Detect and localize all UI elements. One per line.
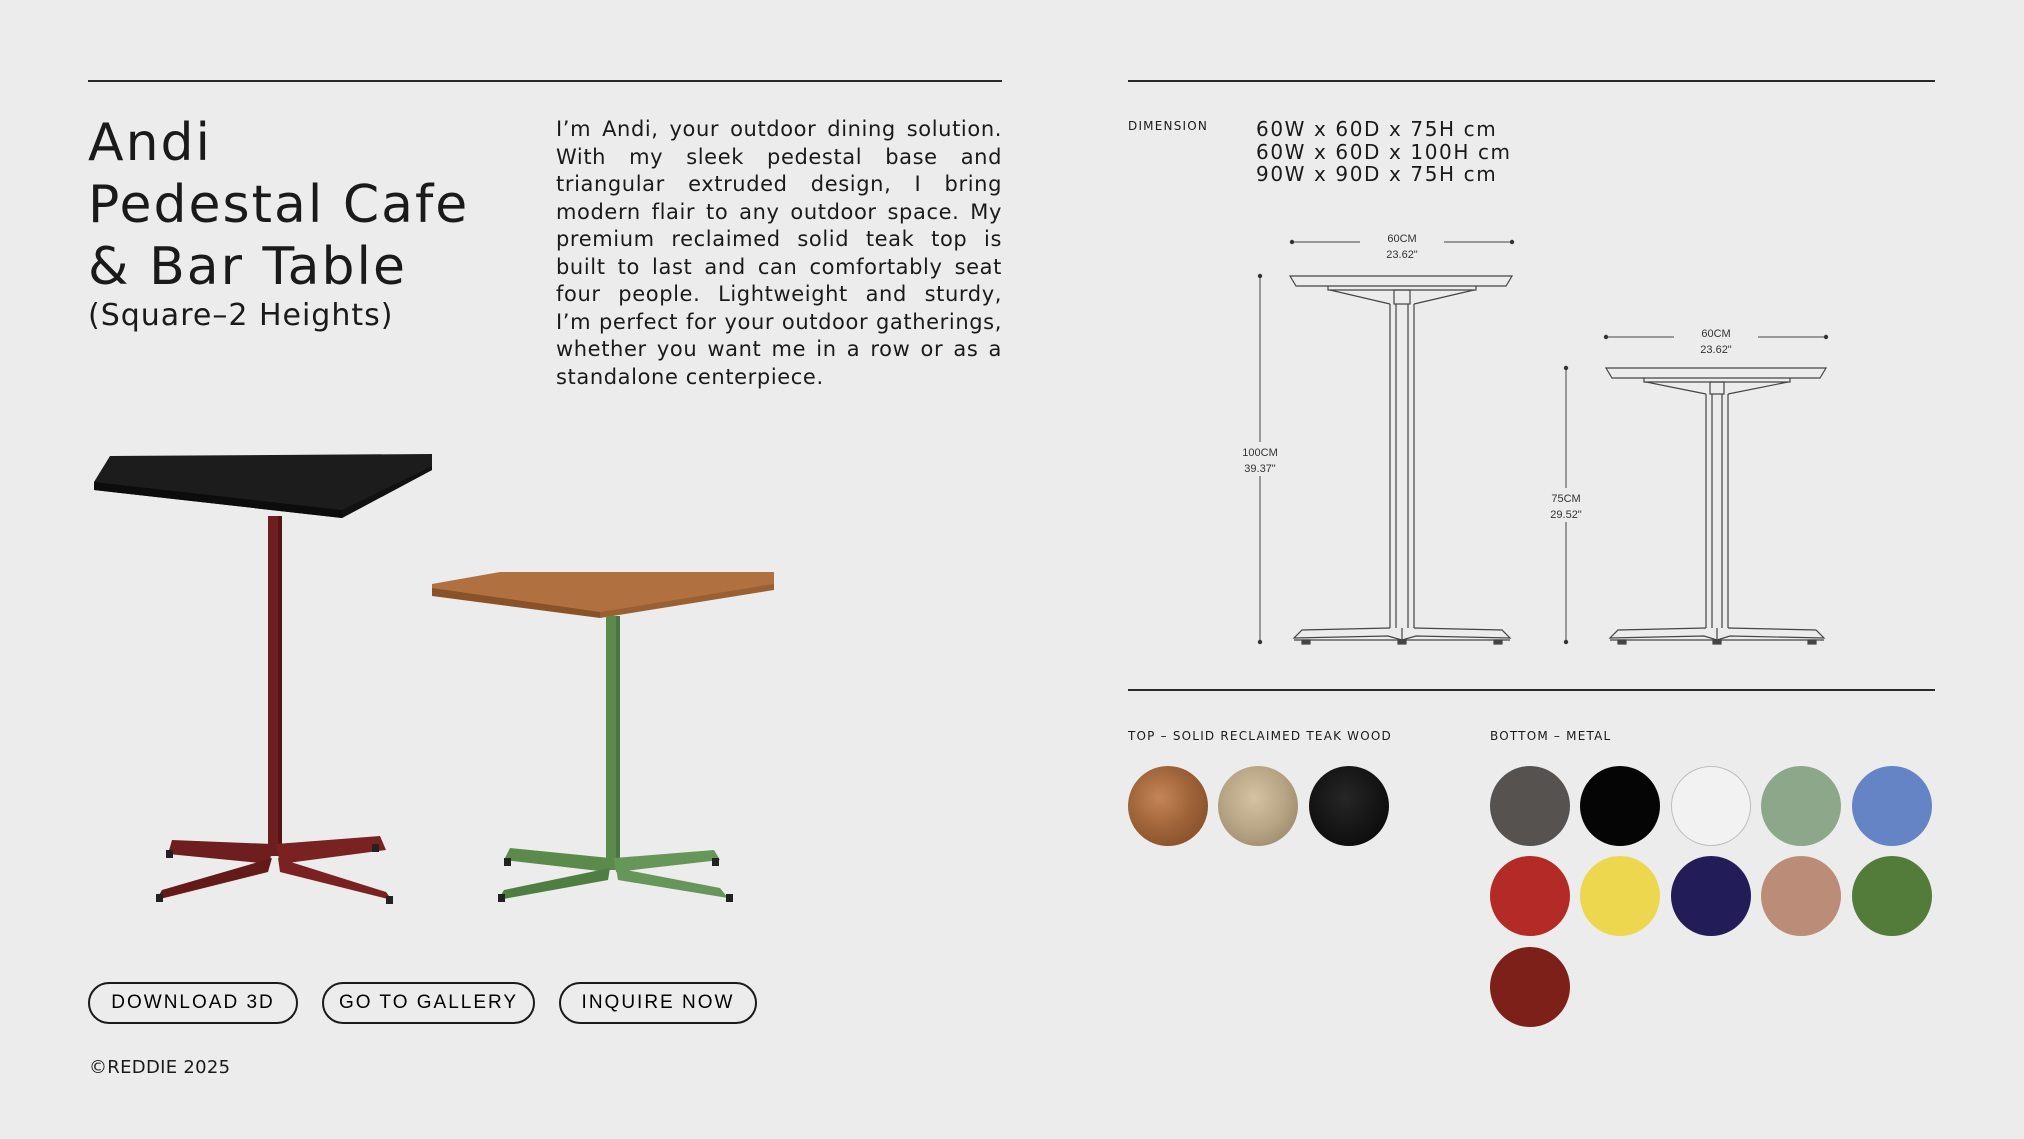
product-subtitle: (Square–2 Heights) bbox=[88, 298, 394, 333]
short-table-illustration bbox=[432, 572, 774, 902]
short-height-cm: 75CM bbox=[1551, 493, 1581, 505]
bottom-swatch-green[interactable] bbox=[1852, 856, 1932, 936]
product-title bbox=[88, 112, 469, 298]
dimension-list bbox=[1256, 118, 1512, 186]
bottom-swatch-red[interactable] bbox=[1490, 856, 1570, 936]
title-line-2: Pedestal Cafe bbox=[88, 175, 470, 235]
top-swatch-black-teak[interactable] bbox=[1309, 766, 1389, 846]
bottom-swatch-white[interactable] bbox=[1671, 766, 1751, 846]
bottom-finish-label: BOTTOM – METAL bbox=[1490, 729, 1612, 743]
dimension-label: DIMENSION bbox=[1128, 119, 1209, 133]
top-rule-left bbox=[88, 80, 1002, 82]
bottom-swatch-oxblood[interactable] bbox=[1490, 947, 1570, 1027]
dimension-item: 60W x 60D x 100H cm bbox=[1256, 139, 1512, 164]
title-line-1: Andi bbox=[88, 113, 212, 173]
short-width-in: 23.62" bbox=[1700, 344, 1732, 356]
short-table-drawing bbox=[1544, 323, 1828, 644]
bottom-swatch-yellow[interactable] bbox=[1580, 856, 1660, 936]
mid-rule-right bbox=[1128, 689, 1935, 691]
short-width-cm: 60CM bbox=[1701, 328, 1731, 340]
top-swatch-weathered-teak[interactable] bbox=[1218, 766, 1298, 846]
product-image bbox=[80, 440, 800, 920]
bottom-swatch-sage[interactable] bbox=[1761, 766, 1841, 846]
copyright: ©REDDIE 2025 bbox=[89, 1057, 231, 1078]
dimension-item: 90W x 90D x 75H cm bbox=[1256, 162, 1498, 186]
short-height-in: 29.52" bbox=[1550, 509, 1582, 521]
product-description: I’m Andi, your outdoor dining solution. With my sleek pedestal base and triangular extruded design, I bring modern flair to any outdoor space. My premium reclaimed solid teak top is built to last and can comfortably seat four people. Lightweight and sturdy, I’m perfect for your outdoor gatherings, whether you want me in a row or as a standalone centerpiece. bbox=[556, 117, 1002, 389]
tall-table-illustration bbox=[94, 454, 432, 904]
dimension-drawing bbox=[1230, 220, 1870, 660]
bottom-swatch-charcoal[interactable] bbox=[1490, 766, 1570, 846]
dimension-item: 60W x 60D x 75H cm bbox=[1256, 117, 1498, 141]
top-swatch-natural-teak[interactable] bbox=[1128, 766, 1208, 846]
download-3d-button[interactable]: DOWNLOAD 3D bbox=[88, 982, 298, 1024]
bottom-swatch-navy[interactable] bbox=[1671, 856, 1751, 936]
inquire-now-button[interactable]: INQUIRE NOW bbox=[559, 982, 757, 1024]
tall-height-in: 39.37" bbox=[1244, 463, 1276, 475]
bottom-swatch-black[interactable] bbox=[1580, 766, 1660, 846]
top-finish-label: TOP – SOLID RECLAIMED TEAK WOOD bbox=[1128, 729, 1392, 743]
go-to-gallery-button[interactable]: GO TO GALLERY bbox=[322, 982, 535, 1024]
bottom-swatch-cornflower-blue[interactable] bbox=[1852, 766, 1932, 846]
tall-height-cm: 100CM bbox=[1242, 447, 1278, 459]
bottom-swatch-blush[interactable] bbox=[1761, 856, 1841, 936]
tall-width-cm: 60CM bbox=[1387, 233, 1417, 245]
top-rule-right bbox=[1128, 80, 1935, 82]
tall-table-drawing bbox=[1238, 228, 1514, 644]
title-line-3: & Bar Table bbox=[88, 237, 407, 297]
tall-width-in: 23.62" bbox=[1386, 249, 1418, 261]
